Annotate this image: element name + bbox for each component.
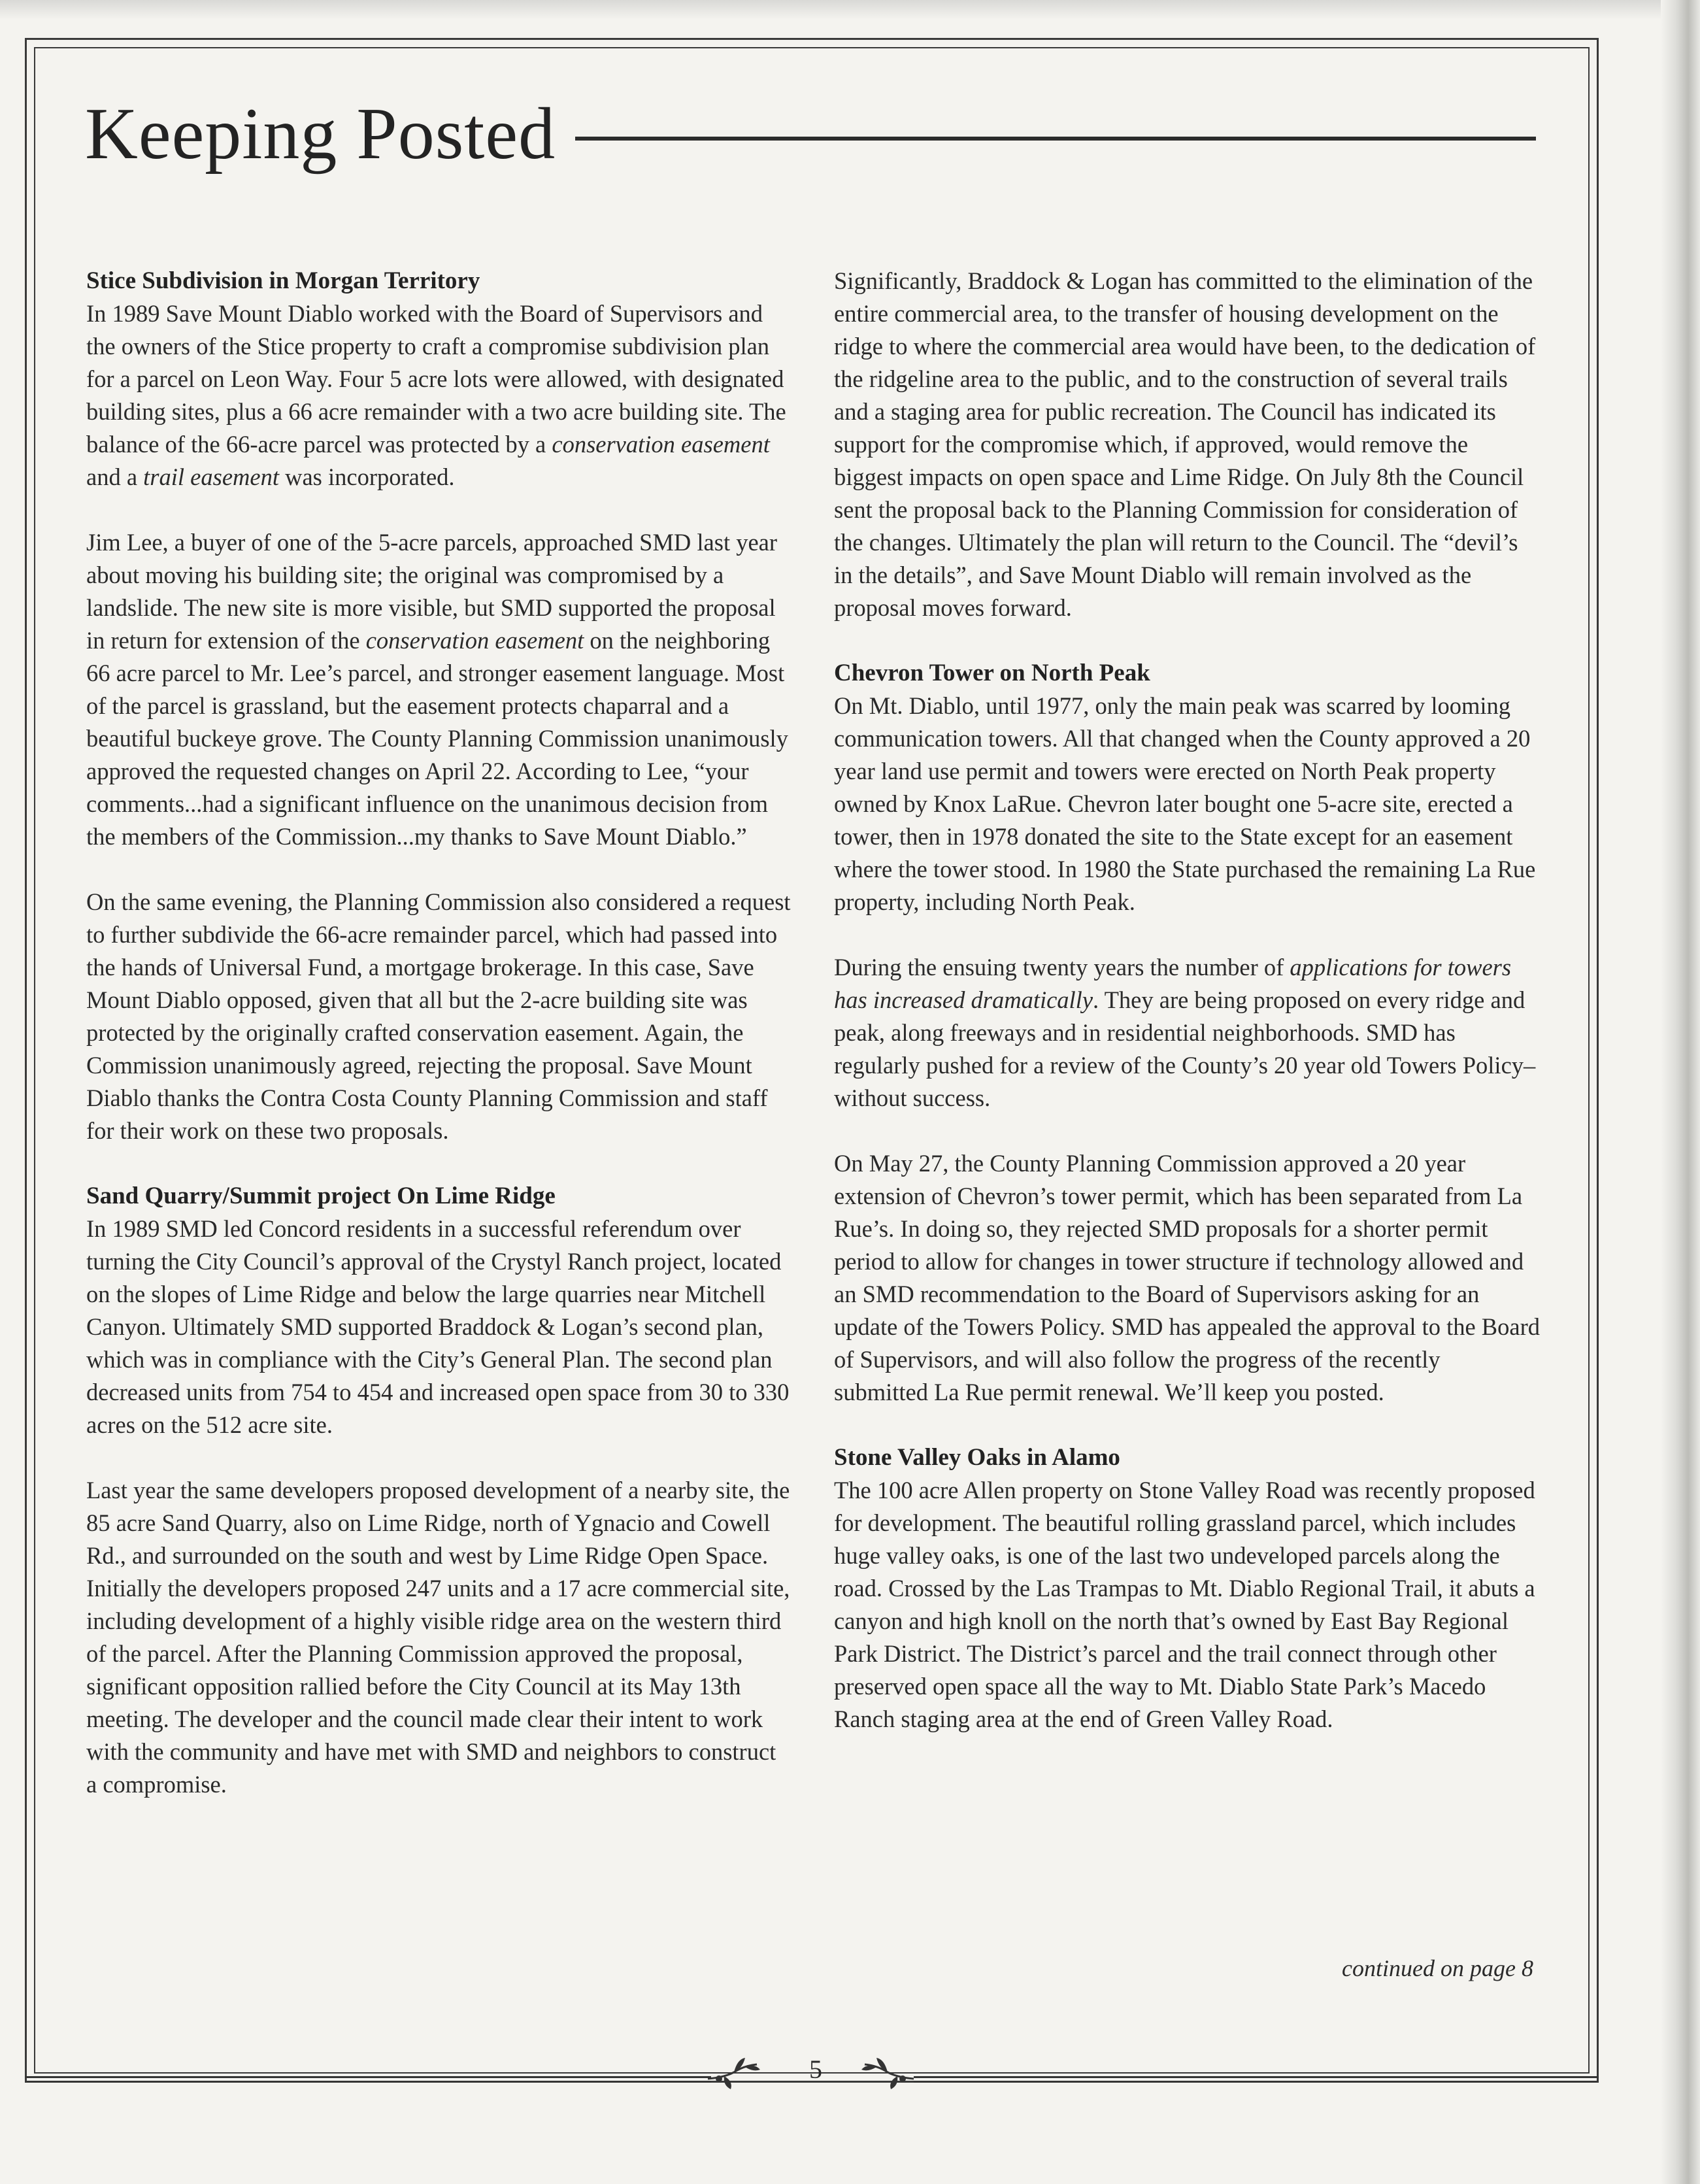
section-sand-quarry (86, 1180, 792, 1801)
section-heading: Stice Subdivision in Morgan Territory (86, 267, 480, 294)
section-chevron-tower (834, 657, 1540, 1409)
section-heading: Sand Quarry/Summit project On Lime Ridge (86, 1183, 556, 1209)
right-column (834, 265, 1540, 1768)
text-run: Jim Lee, a buyer of one of the 5-acre parcels, approached SMD last year about moving his building site; the original was compromised by a landslide. The new site is more visible, but SMD supported the proposal in return for extension of the (86, 529, 778, 654)
footer-rule (25, 2081, 711, 2083)
text-run: and a (86, 463, 144, 490)
section-stice-subdivision (86, 265, 792, 1147)
text-run: was incorporated. (278, 463, 455, 490)
footer-rule (25, 2076, 711, 2078)
section-heading: Chevron Tower on North Peak (834, 660, 1150, 686)
section-stone-valley-oaks (834, 1441, 1540, 1736)
left-column (86, 265, 792, 1834)
page-title: Keeping Posted (85, 93, 556, 175)
paragraph: On Mt. Diablo, until 1977, only the main peak was scarred by looming communication towers. All that changed when the County approved a 20 year land use permit and towers were erected on North Peak property owned by Knox LaRue. Chevron later bought one 5-acre site, erected a tower, then in 1978 donated the site to the State except for an easement where the tower stood. In 1980 the State purchased the remaining La Rue property, including North Peak. (834, 692, 1536, 915)
paragraph: On the same evening, the Planning Commission also considered a request to further subdivide the 66-acre remainder parcel, which had passed into the hands of Universal Fund, a mortgage brokerage. In this case, Save Mount Diablo opposed, given that all but the 2-acre building site was protected by the originally crafted conservation easement. Again, the Commission unanimously agreed, rejecting the proposal. Save Mount Diablo thanks the Contra Costa County Planning Commission and staff for their work on these two proposals. (86, 888, 791, 1144)
emphasis: trail easement (143, 463, 279, 490)
text-run: on the neighboring 66 acre parcel to Mr. Lee’s parcel, and stronger easement language. Most of the parcel is grassland, but the easement protects chaparral and a beautiful buckeye grove. The County Planning Commission unanimously approved the requested changes on April 22. According to Lee, “your comments...had a significant influence on the unanimous decision from the members of the Commission...my thanks to Save Mount Diablo.” (86, 627, 788, 850)
paragraph (86, 526, 792, 853)
scan-edge-right (1661, 0, 1700, 2184)
paragraph: Last year the same developers proposed development of a nearby site, the 85 acre Sand Quarry, also on Lime Ridge, north of Ygnacio and Cowell Rd., and surrounded on the south and west by Lime Ridge Open Space. Initially the developers proposed 247 units and a 17 acre commercial site, including development of a highly visible ridge area on the western third of the parcel. After the Planning Commission approved the proposal, significant opposition rallied before the City Council at its May 13th meeting. The developer and the council made clear their intent to work with the community and have met with SMD and neighbors to construct a compromise. (86, 1477, 790, 1798)
footer (25, 2053, 1599, 2092)
header (85, 85, 1536, 183)
paragraph (86, 297, 792, 494)
text-run: In 1989 Save Mount Diablo worked with the Board of Supervisors and the owners of the Stice property to craft a compromise subdivision plan for a parcel on Leon Way. Four 5 acre lots were allowed, with designated building sites, plus a 66 acre remainder with a two acre building site. The balance of the 66-acre parcel was protected by a (86, 300, 786, 458)
paragraph (834, 951, 1540, 1115)
title-rule (575, 137, 1536, 141)
continued-note: continued on page 8 (1342, 1955, 1533, 1981)
leaf-ornament-icon (858, 2053, 917, 2092)
emphasis: applications for towers has increased dramatically (834, 954, 1512, 1013)
footer-rule (914, 2076, 1599, 2078)
paragraph: In 1989 SMD led Concord residents in a successful referendum over turning the City Council’s approval of the Crystyl Ranch project, located on the slopes of Lime Ridge and below the large quarries near Mitchell Canyon. Ultimately SMD supported Braddock & Logan’s second plan, which was in compliance with the City’s General Plan. The second plan decreased units from 754 to 454 and increased open space from 30 to 330 acres on the 512 acre site. (86, 1215, 790, 1438)
page-number: 5 (809, 2055, 822, 2084)
paragraph: On May 27, the County Planning Commission approved a 20 year extension of Chevron’s tower permit, which has been separated from La Rue’s. In doing so, they rejected SMD proposals for a shorter permit period to allow for changes in tower structure if technology allowed and an SMD recommendation to the Board of Supervisors asking for an update of the Towers Policy. SMD has appealed the approval to the Board of Supervisors, and will also follow the progress of the recently submitted La Rue permit renewal. We’ll keep you posted. (834, 1150, 1541, 1405)
emphasis: conservation easement (365, 627, 584, 654)
text-run: During the ensuing twenty years the number of (834, 954, 1290, 981)
paragraph: The 100 acre Allen property on Stone Valley Road was recently proposed for development. The beautiful rolling grassland parcel, which includes huge valley oaks, is one of the last two undeveloped parcels along the road. Crossed by the Las Trampas to Mt. Diablo Regional Trail, it abuts a canyon and high knoll on the north that’s owned by East Bay Regional Park District. The District’s parcel and the trail connect through other preserved open space all the way to Mt. Diablo State Park’s Macedo Ranch staging area at the end of Green Valley Road. (834, 1477, 1535, 1732)
emphasis: conservation easement (552, 431, 770, 458)
text-run: . They are being proposed on every ridge and peak, along freeways and in residential neighborhoods. SMD has regularly pushed for a review of the County’s 20 year old Towers Policy–without success. (834, 986, 1536, 1111)
section-heading: Stone Valley Oaks in Alamo (834, 1444, 1120, 1471)
footer-rule (914, 2081, 1599, 2083)
scan-edge-top (0, 0, 1700, 20)
paragraph: Significantly, Braddock & Logan has committed to the elimination of the entire commercial area, to the transfer of housing development on the ridge to where the commercial area would have been, to the dedication of the ridgeline area to the public, and to the construction of several trails and a staging area for public recreation. The Council has indicated its support for the compromise which, if approved, would remove the biggest impacts on open space and Lime Ridge. On July 8th the Council sent the proposal back to the Planning Commission for consideration of the changes. Ultimately the plan will return to the Council. The “devil’s in the details”, and Save Mount Diablo will remain involved as the proposal moves forward. (834, 267, 1536, 621)
leaf-ornament-icon (705, 2053, 763, 2092)
